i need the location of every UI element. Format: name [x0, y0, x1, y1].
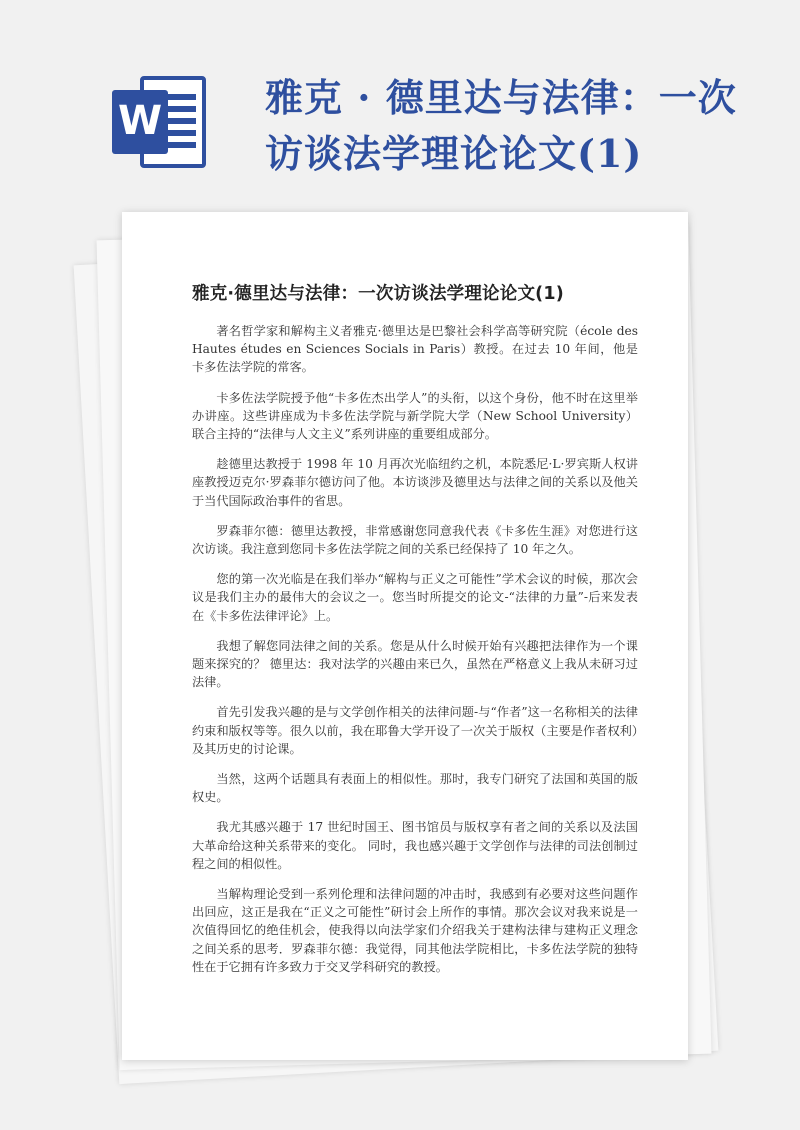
paragraph: 当然，这两个话题具有表面上的相似性。那时，我专门研究了法国和英国的版权史。: [192, 772, 638, 805]
header-title: 雅克 · 德里达与法律：一次访谈法学理论论文(1): [265, 75, 737, 176]
document-page: [122, 212, 688, 1060]
paragraph: 当解构理论受到一系列伦理和法律问题的冲击时，我感到有必要对这些问题作出回应，这正是我在“正义之可能性”研讨会上所作的事情。那次会议对我来说是一次值得回忆的绝佳机会，使我得以向法学家们介绍我关于建构法律与建构正义理念之间关系的思考．罗森菲尔德：我觉得，同其他法学院相比，卡多佐法学院的独特性在于它拥有许多致力于交叉学科研究的教授。: [192, 887, 638, 974]
header-banner: [0, 0, 800, 210]
word-document-icon: [112, 72, 212, 172]
document-title: 雅克·德里达与法律：一次访谈法学理论论文(1): [192, 284, 564, 304]
paragraph: 您的第一次光临是在我们举办“解构与正义之可能性”学术会议的时候，那次会议是我们主办的最伟大的会议之一。您当时所提交的论文-“法律的力量”-后来发表在《卡多佐法律评论》上。: [192, 572, 638, 623]
paragraph: 首先引发我兴趣的是与文学创作相关的法律问题-与“作者”这一名称相关的法律约束和版权等等。很久以前，我在耶鲁大学开设了一次关于版权（主要是作者权利）及其历史的讨论课。: [192, 705, 638, 756]
paragraph: 趁德里达教授于 1998 年 10 月再次光临纽约之机，本院悉尼·L·罗宾斯人权讲座教授迈克尔·罗森菲尔德访问了他。本访谈涉及德里达与法律之间的关系以及他关于当代国际政治事件的省思。: [192, 457, 638, 508]
paragraph: 著名哲学家和解构主义者雅克·德里达是巴黎社会科学高等研究院（école des Hautes études en Sciences Socials in Paris）教授。在过去 10 年间，他是卡多佐法学院的常客。: [192, 324, 638, 375]
paragraph: 卡多佐法学院授予他“卡多佐杰出学人”的头衔，以这个身份，他不时在这里举办讲座。这些讲座成为卡多佐法学院与新学院大学（New School University）联合主持的“法律与人文主义”系列讲座的重要组成部分。: [192, 390, 638, 442]
paragraph: 我尤其感兴趣于 17 世纪时国王、图书馆员与版权享有者之间的关系以及法国大革命给这种关系带来的变化。 同时，我也感兴趣于文学创作与法律的司法创制过程之间的相似性。: [192, 820, 638, 871]
document-body: [192, 322, 638, 988]
paragraph: 罗森菲尔德：德里达教授，非常感谢您同意我代表《卡多佐生涯》对您进行这次访谈。我注意到您同卡多佐法学院之间的关系已经保持了 10 年之久。: [192, 523, 638, 557]
svg-text:W: W: [117, 98, 163, 144]
paragraph: 我想了解您同法律之间的关系。您是从什么时候开始有兴趣把法律作为一个课题来探究的？ 德里达：我对法学的兴趣由来已久，虽然在严格意义上我从未研习过法律。: [192, 638, 638, 690]
